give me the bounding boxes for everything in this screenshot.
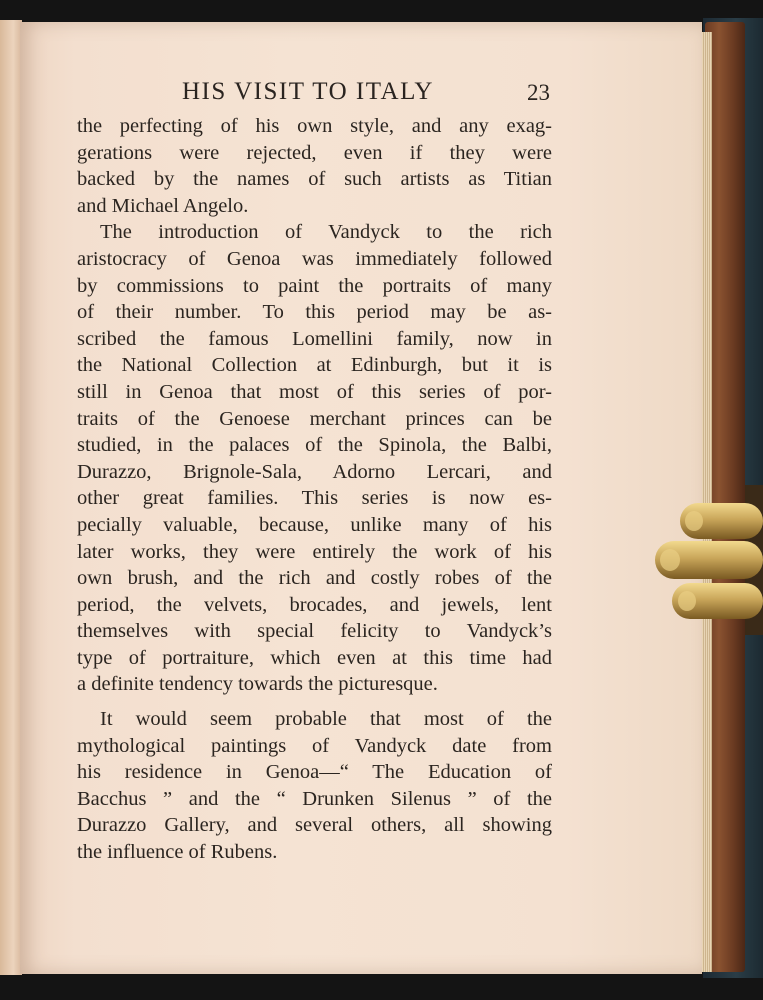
- text-line: the National Collection at Edinburgh, but it is: [77, 354, 552, 377]
- gold-clasp: [650, 485, 763, 635]
- text-line: themselves with special felicity to Vandyck’s: [77, 620, 552, 643]
- clasp-knuckle: [660, 549, 680, 571]
- paragraph: [77, 113, 552, 219]
- text-line: Durazzo, Brignole-Sala, Adorno Lercari, and: [77, 460, 552, 483]
- text-line: studied, in the palaces of the Spinola, the Balbi,: [77, 434, 552, 457]
- text-line: the perfecting of his own style, and any exag-: [77, 115, 552, 137]
- text-line: other great families. This series is now es-: [77, 487, 552, 510]
- text-line: Bacchus ” and the “ Drunken Silenus ” of the: [77, 787, 552, 810]
- text-line: pecially valuable, because, unlike many of his: [77, 513, 552, 536]
- paragraph-spacer: [77, 698, 552, 706]
- clasp-knuckle: [678, 591, 696, 611]
- text-line: type of portraiture, which even at this time had: [77, 646, 552, 669]
- paragraph: [77, 706, 552, 866]
- paragraph: [77, 219, 552, 698]
- text-line: own brush, and the rich and costly robes of the: [77, 567, 552, 590]
- text-line: mythological paintings of Vandyck date from: [77, 734, 552, 757]
- text-line: his residence in Genoa—“ The Education of: [77, 761, 552, 784]
- text-line: scribed the famous Lomellini family, now in: [77, 327, 552, 350]
- text-line: a definite tendency towards the picturesque.: [77, 673, 438, 696]
- running-head: HIS VISIT TO ITALY: [182, 78, 434, 105]
- text-line: of their number. To this period may be as-: [77, 301, 552, 324]
- page-number: 23: [527, 80, 550, 105]
- text-line: the influence of Rubens.: [77, 841, 278, 864]
- text-line: Durazzo Gallery, and several others, all showing: [77, 814, 552, 837]
- text-line: still in Genoa that most of this series of por-: [77, 380, 552, 403]
- text-line: It would seem probable that most of the: [100, 708, 552, 731]
- text-line: backed by the names of such artists as Titian: [77, 168, 552, 191]
- facing-page-edge: [0, 20, 22, 975]
- clasp-knuckle: [685, 511, 703, 531]
- body-text: [77, 113, 552, 866]
- text-line: traits of the Genoese merchant princes can be: [77, 407, 552, 430]
- text-line: gerations were rejected, even if they were: [77, 141, 552, 164]
- text-line: later works, they were entirely the work of his: [77, 540, 552, 563]
- text-line: by commissions to paint the portraits of many: [77, 274, 552, 297]
- text-line: The introduction of Vandyck to the rich: [100, 221, 552, 244]
- text-line: and Michael Angelo.: [77, 194, 249, 217]
- text-line: period, the velvets, brocades, and jewels, lent: [77, 593, 552, 616]
- text-line: aristocracy of Genoa was immediately followed: [77, 247, 552, 270]
